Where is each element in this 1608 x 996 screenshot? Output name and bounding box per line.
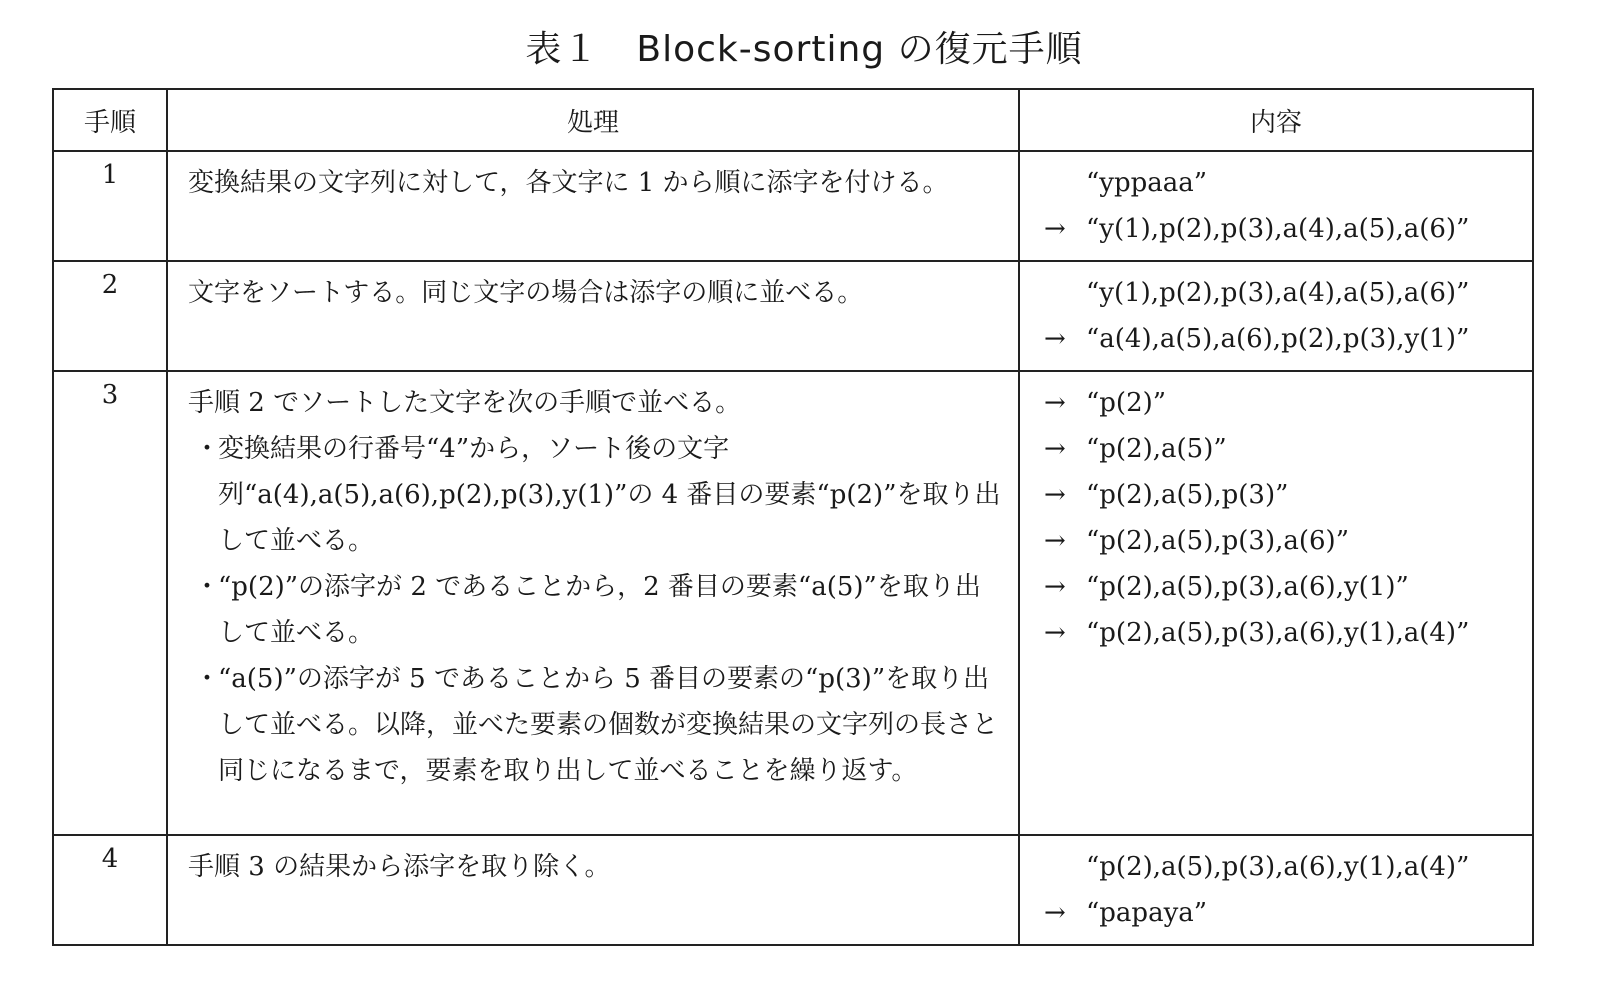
content-line: [1044, 426, 1522, 472]
content-cell: [1019, 261, 1533, 371]
content-text: “p(2),a(5)”: [1086, 434, 1227, 464]
bullet-item: [188, 656, 1002, 794]
table-title: 表１ Block-sorting の復元手順: [525, 29, 1083, 70]
header-content: 内容: [1019, 89, 1533, 151]
content-text: “yppaaa”: [1086, 168, 1208, 198]
process-intro: 手順 2 でソートした文字を次の手順で並べる。: [188, 388, 742, 418]
content-line: [1044, 270, 1522, 316]
arrow-mark: →: [1044, 214, 1066, 244]
arrow-mark: →: [1044, 480, 1066, 510]
content-text: “papaya”: [1086, 898, 1208, 928]
content-text: “y(1),p(2),p(3),a(4),a(5),a(6)”: [1086, 278, 1470, 308]
content-text: “p(2)”: [1086, 388, 1167, 418]
table-row: [53, 371, 1533, 835]
content-line: [1044, 610, 1522, 656]
bullet-item: [188, 426, 1002, 564]
content-text: “y(1),p(2),p(3),a(4),a(5),a(6)”: [1086, 214, 1470, 244]
content-text: “p(2),a(5),p(3),a(6)”: [1086, 526, 1349, 556]
content-cell: [1019, 151, 1533, 261]
content-line: [1044, 316, 1522, 362]
content-line: [1044, 472, 1522, 518]
arrow-mark: →: [1044, 618, 1066, 648]
step-number: 1: [53, 151, 167, 261]
header-step: 手順: [53, 89, 167, 151]
process-cell: [167, 371, 1019, 835]
content-cell: [1019, 835, 1533, 945]
bullet-mark: ・: [194, 572, 221, 602]
content-text: “p(2),a(5),p(3)”: [1086, 480, 1289, 510]
content-line: [1044, 206, 1522, 252]
content-line: [1044, 844, 1522, 890]
bullet-mark: ・: [194, 664, 221, 694]
arrow-mark: →: [1044, 898, 1066, 928]
content-line: [1044, 564, 1522, 610]
content-cell: [1019, 371, 1533, 835]
header-process: 処理: [167, 89, 1019, 151]
process-cell: 手順 3 の結果から添字を取り除く。: [167, 835, 1019, 945]
table-row: [53, 835, 1533, 945]
bullet-text: 変換結果の行番号“4”から，ソート後の文字列“a(4),a(5),a(6),p(2),p(3),y(1)”の 4 番目の要素“p(2)”を取り出して並べる。: [218, 434, 1001, 556]
table-row: [53, 261, 1533, 371]
arrow-mark: →: [1044, 434, 1066, 464]
process-cell: 文字をソートする。同じ文字の場合は添字の順に並べる。: [167, 261, 1019, 371]
restore-steps-table: [52, 88, 1534, 946]
step-number: 2: [53, 261, 167, 371]
table-row: [53, 151, 1533, 261]
bullet-text: “a(5)”の添字が 5 であることから 5 番目の要素の“p(3)”を取り出して並べる。以降，並べた要素の個数が変換結果の文字列の長さと同じになるまで，要素を取り出して並べることを繰り返す。: [218, 664, 999, 786]
arrow-mark: →: [1044, 324, 1066, 354]
bullet-text: “p(2)”の添字が 2 であることから，2 番目の要素“a(5)”を取り出して並べる。: [218, 572, 981, 648]
content-line: [1044, 160, 1522, 206]
content-line: [1044, 518, 1522, 564]
content-line: [1044, 890, 1522, 936]
content-text: “p(2),a(5),p(3),a(6),y(1)”: [1086, 572, 1409, 602]
content-text: “p(2),a(5),p(3),a(6),y(1),a(4)”: [1086, 852, 1470, 882]
bullet-mark: ・: [194, 434, 221, 464]
process-cell: 変換結果の文字列に対して，各文字に 1 から順に添字を付ける。: [167, 151, 1019, 261]
content-text: “a(4),a(5),a(6),p(2),p(3),y(1)”: [1086, 324, 1470, 354]
arrow-mark: →: [1044, 388, 1066, 418]
arrow-mark: →: [1044, 572, 1066, 602]
arrow-mark: →: [1044, 526, 1066, 556]
step-number: 3: [53, 371, 167, 835]
content-text: “p(2),a(5),p(3),a(6),y(1),a(4)”: [1086, 618, 1470, 648]
bullet-item: [188, 564, 1002, 656]
step-number: 4: [53, 835, 167, 945]
header-row: [53, 89, 1533, 151]
content-line: [1044, 380, 1522, 426]
